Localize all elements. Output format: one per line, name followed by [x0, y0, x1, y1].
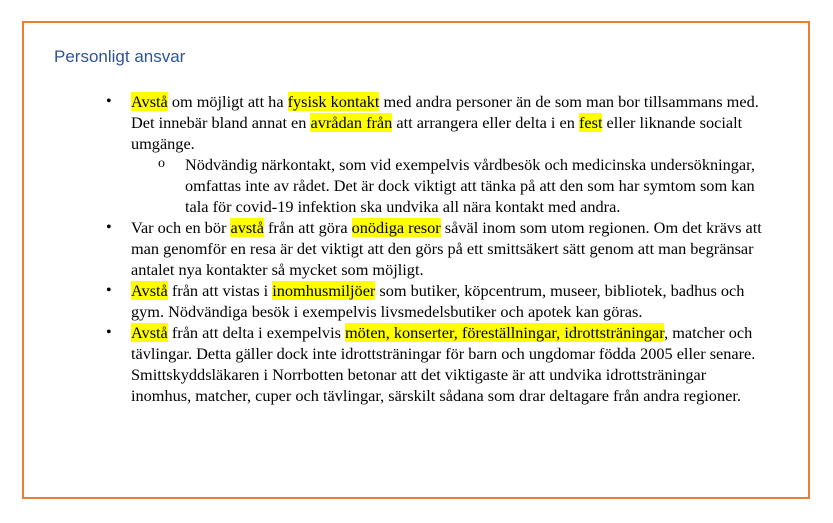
highlighted-text: fest: [578, 113, 603, 132]
bullet-item: [110, 217, 770, 280]
highlighted-text: fysisk kontakt: [287, 92, 380, 111]
document-frame: [22, 21, 810, 499]
highlighted-text: onödiga resor: [351, 218, 441, 237]
text-segment: eller liknande socialt umgänge.: [131, 113, 743, 153]
highlighted-text: möten, konserter, föreställningar, idrottsträningar: [345, 323, 665, 342]
text-segment: från att vistas i: [167, 281, 273, 300]
highlighted-text: Avstå: [131, 92, 168, 111]
highlighted-text: Avstå: [131, 323, 168, 342]
text-segment: såväl inom som utom regionen. Om det krävs att man genomför en resa är det viktigt att den görs på ett smittsäkert sätt genom att man begränsar antalet nya kontakter så mycket som möjligt.: [131, 218, 762, 279]
bullet-item: [110, 322, 770, 406]
text-segment: , matcher och tävlingar. Detta gäller dock inte idrottsträningar för barn och ungdomar födda 2005 eller senare. Smittskyddsläkaren i Norrbotten betonar att det viktigaste är att undvika idrottsträningar inomhus, matcher, cuper och tävlingar, särskilt sådana som drar deltagare från andra regioner.: [131, 323, 756, 405]
highlighted-text: inomhusmiljöer: [272, 281, 376, 300]
text-segment: som butiker, köpcentrum, museer, bibliotek, badhus och gym. Nödvändiga besök i exempelvis livsmedelsbutiker och apotek kan göras.: [131, 281, 745, 321]
highlighted-text: avstå: [230, 218, 264, 237]
text-segment: Var och en bör: [131, 218, 231, 237]
text-segment: från att göra: [263, 218, 352, 237]
sub-list: [131, 154, 770, 217]
highlighted-text: Avstå: [131, 281, 168, 300]
highlighted-text: avrådan från: [310, 113, 393, 132]
section-heading: Personligt ansvar: [54, 47, 186, 66]
sub-bullet-item: o Nödvändig närkontakt, som vid exempelvis vårdbesök och medicinska undersökningar, omfattas inte av rådet. Det är dock viktigt att tänka på att den som har symtom som kan tala för covid-19 infektion ska undvika all nära kontakt med andra.: [131, 154, 770, 217]
text-segment: att arrangera eller delta i en: [392, 113, 579, 132]
text-segment: om möjligt att ha: [167, 92, 288, 111]
text-segment: från att delta i exempelvis: [167, 323, 345, 342]
text-segment: med andra personer än de som man bor tillsammans med. Det innebär bland annat en: [131, 92, 759, 132]
bullet-item: [110, 280, 770, 322]
bullet-list: [110, 91, 770, 406]
bullet-item: [110, 91, 770, 217]
